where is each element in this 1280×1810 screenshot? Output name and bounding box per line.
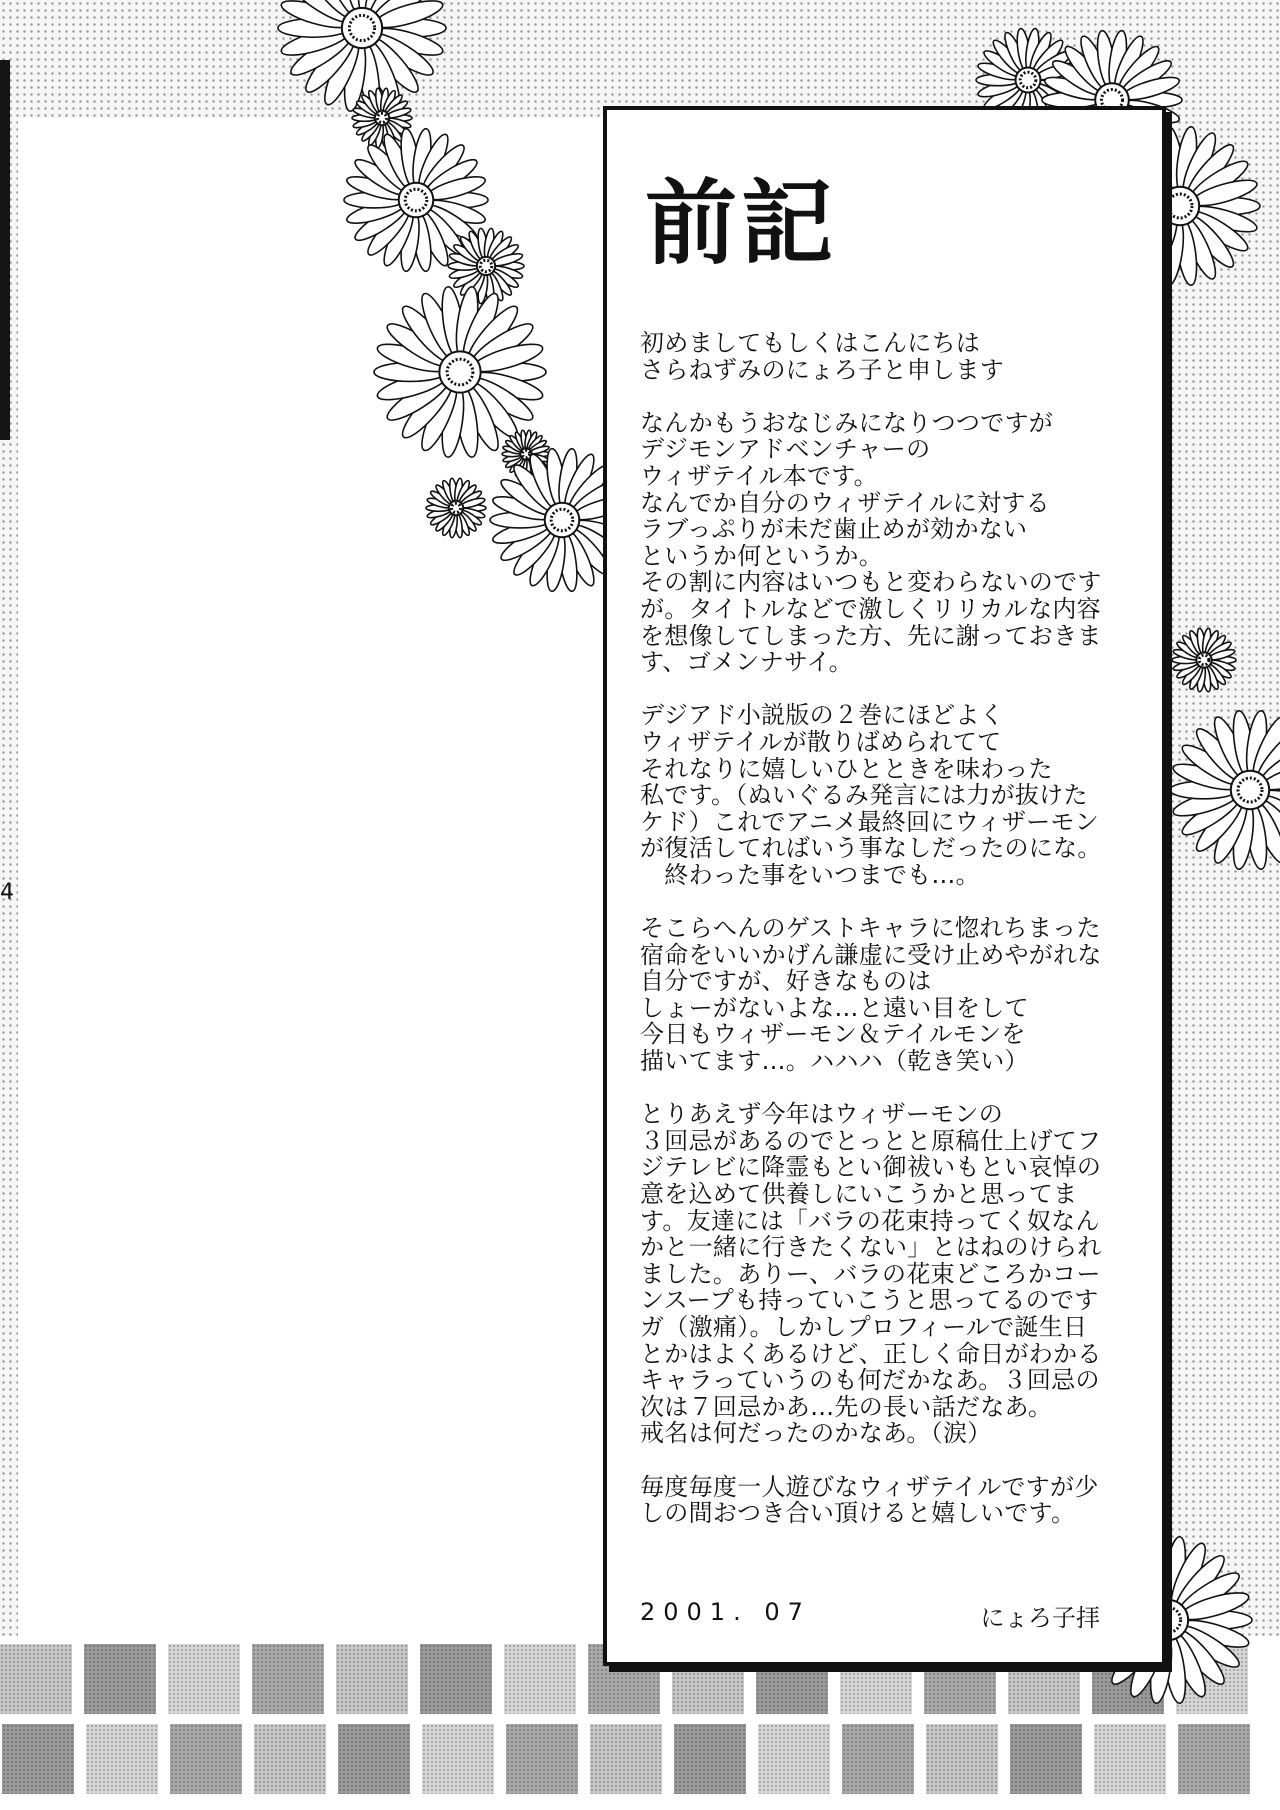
text-line: しょーがないよな…と遠い目をして: [640, 993, 1029, 1022]
text-line: 終わった事をいつまでも…。: [640, 860, 980, 889]
text-line: その割に内容はいつもと変わらないのです: [640, 568, 1102, 597]
text-line: 描いてます…。ハハハ（乾き笑い）: [640, 1047, 1029, 1076]
text-line: それなりに嬉しいひとときを味わった: [640, 754, 1053, 783]
text-line: 私です。（ぬいぐるみ発言には力が抜けた: [640, 781, 1088, 810]
page-number: 4: [0, 880, 14, 905]
text-line: 毎度毎度一人遊びなウィザテイルですが少: [640, 1472, 1099, 1501]
text-line: を想像してしまった方、先に謝っておきま: [640, 621, 1102, 650]
text-line: 戒名は何だったのかなあ。（涙）: [640, 1419, 992, 1448]
text-line: ガ（激痛）。しかしプロフィールで誕生日: [640, 1312, 1088, 1341]
text-line: デジモンアドベンチャーの: [640, 435, 931, 464]
text-line: 意を込めて供養しにいこうかと思ってま: [640, 1180, 1078, 1208]
text-line: なんでか自分のウィザテイルに対する: [640, 488, 1050, 517]
paragraph: [640, 702, 1120, 888]
paragraph: [640, 410, 1120, 676]
text-line: ました。ありー、バラの花束どころかコー: [640, 1259, 1101, 1288]
text-line: しの間おつき合い頂けると嬉しいです。: [640, 1499, 1076, 1528]
text-line: す。友達には「バラの花束持ってく奴なん: [640, 1206, 1100, 1235]
text-line: ウィザテイルが散りばめられてて: [640, 727, 1002, 756]
daisy-flower: [374, 286, 546, 459]
text-line: ンスープも持っていこうと思ってるのです: [640, 1286, 1099, 1315]
page-title: 前記: [645, 170, 838, 277]
daisy-flower: [1172, 628, 1236, 692]
date: 2001. 07: [640, 1598, 811, 1626]
text-line: 今日もウィザーモン＆テイルモンを: [640, 1020, 1026, 1049]
text-line: とりあえず今年はウィザーモンの: [640, 1100, 1004, 1129]
text-line: なんかもうおなじみになりつつですが: [640, 408, 1054, 437]
text-line: というか何というか。: [640, 541, 883, 570]
signature-row: [640, 1598, 1100, 1632]
text-line: が。タイトルなどで激しくリリカルな内容: [640, 594, 1101, 623]
text-line: とかはよくあるけど、正しく命日がわかる: [640, 1339, 1102, 1368]
text-line: キャラっていうのも何だかなあ。３回忌の: [640, 1366, 1100, 1395]
foreword-text: [640, 330, 1120, 1553]
text-line: 宿命をいいかげん謙虚に受け止めやがれな: [640, 940, 1102, 969]
signature: にょろ子拝: [980, 1604, 1100, 1632]
daisy-flower: [1170, 710, 1280, 871]
text-line: ラブっぷりが未だ歯止めが効かない: [640, 515, 1028, 544]
text-line: 初めましてもしくはこんにちは: [640, 329, 981, 357]
text-line: さらねずみのにょろ子と申します: [640, 355, 1005, 384]
daisy-flower: [426, 478, 486, 538]
paragraph: [640, 1101, 1120, 1447]
text-line: ジテレビに降霊もとい御祓いもとい哀悼の: [640, 1153, 1102, 1182]
text-line: そこらへんのゲストキャラに惚れちまった: [640, 914, 1101, 943]
text-line: 次は７回忌かあ…先の長い話だなあ。: [640, 1392, 1053, 1421]
paragraph: [640, 915, 1120, 1075]
text-line: ウィザテイル本です。: [640, 461, 878, 490]
paragraph: [640, 1474, 1120, 1527]
text-line: かと一緒に行きたくない」とはねのけられ: [640, 1233, 1102, 1262]
text-line: 自分ですが、好きなものは: [640, 967, 932, 996]
text-line: ケド）これでアニメ最終回にウィザーモン: [640, 807, 1100, 836]
text-line: デジアド小説版の２巻にほどよく: [640, 701, 1005, 730]
paragraph: [640, 330, 1120, 383]
text-line: が復活してればいう事なしだったのにな。: [640, 834, 1102, 863]
text-line: す、ゴメンナサイ。: [640, 648, 853, 677]
text-line: ３回忌があるのでとっとと原稿仕上げてフ: [640, 1126, 1102, 1155]
